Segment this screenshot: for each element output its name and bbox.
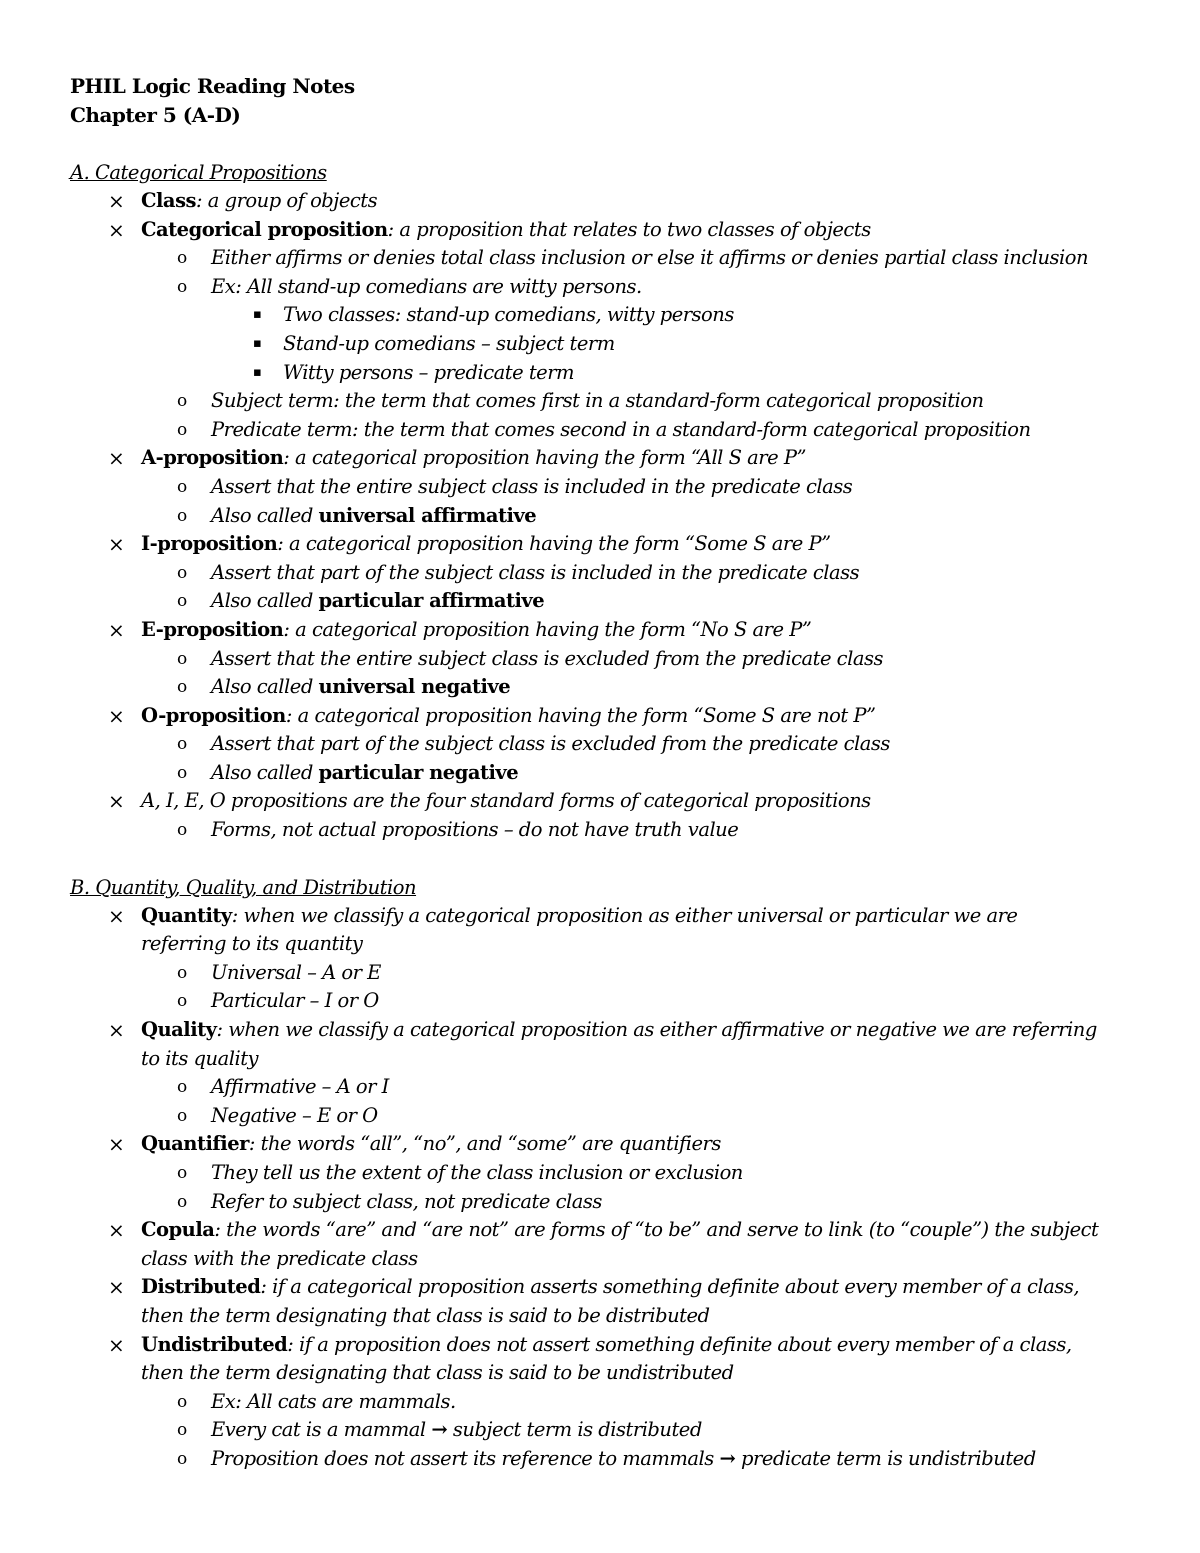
list-item — [70, 244, 1130, 273]
section-spacer — [70, 130, 1130, 158]
term-definition: when we classify a categorical proposition as either universal or particular we are — [237, 903, 1018, 927]
list-item — [70, 645, 1130, 674]
defined-term: A-proposition — [141, 446, 284, 470]
x-mark-bullet-icon: × — [108, 1218, 125, 1243]
x-mark-bullet-icon: × — [108, 532, 125, 557]
bold-term: particular affirmative — [318, 589, 545, 613]
x-mark-bullet-icon: × — [108, 217, 125, 242]
list-item — [70, 502, 1130, 531]
list-item — [70, 273, 1130, 302]
list-item — [70, 616, 1130, 645]
item-text-wrapped-line: referring to its quantity — [141, 932, 363, 956]
defined-term: Copula — [141, 1218, 215, 1242]
right-arrow-icon: → — [719, 1446, 736, 1470]
term-definition: if a categorical proposition asserts something definite about every member of a class, — [266, 1275, 1080, 1299]
term-definition: if a proposition does not assert something definite about every member of a class, — [293, 1332, 1072, 1356]
item-text: Assert that the entire subject class is included in the predicate class — [211, 474, 853, 498]
list-item — [70, 730, 1130, 759]
item-text: Predicate term: the term that comes second in a standard-form categorical proposition — [211, 417, 1031, 441]
item-text: Subject term: the term that comes first in a standard-form categorical proposition — [211, 389, 984, 413]
item-text: Either affirms or denies total class inclusion or else it affirms or denies partial class inclusion — [211, 246, 1089, 270]
bold-term: particular negative — [318, 760, 519, 784]
term-separator: : — [214, 1218, 221, 1242]
circle-bullet-icon: o — [177, 677, 187, 698]
item-text-continued: predicate term is undistributed — [735, 1446, 1036, 1470]
list-item — [70, 1188, 1130, 1217]
list-item — [70, 1273, 1130, 1330]
list-item — [70, 1016, 1130, 1073]
defined-term: Quantifier — [141, 1132, 249, 1156]
circle-bullet-icon: o — [177, 476, 187, 497]
x-mark-bullet-icon: × — [108, 1018, 125, 1043]
defined-term: Quality — [141, 1018, 217, 1042]
item-text: Affirmative – A or I — [211, 1075, 389, 1099]
item-text: Every cat is a mammal — [211, 1418, 432, 1442]
right-arrow-icon: → — [431, 1418, 448, 1442]
list-item — [70, 587, 1130, 616]
term-separator: : — [277, 532, 284, 556]
circle-bullet-icon: o — [177, 648, 187, 669]
term-separator: : — [387, 217, 394, 241]
item-text: Assert that part of the subject class is included in the predicate class — [211, 560, 860, 584]
list-item — [70, 330, 1130, 359]
term-definition: a categorical proposition having the form “No S are P” — [289, 617, 812, 641]
list-item — [70, 1388, 1130, 1417]
circle-bullet-icon: o — [177, 1077, 187, 1098]
list-item — [70, 473, 1130, 502]
term-definition: a categorical proposition having the form “Some S are not P” — [291, 703, 876, 727]
circle-bullet-icon: o — [177, 562, 187, 583]
term-definition: when we classify a categorical proposition as either affirmative or negative we are referring — [222, 1018, 1097, 1042]
x-mark-bullet-icon: × — [108, 446, 125, 471]
term-separator: : — [287, 1332, 294, 1356]
x-mark-bullet-icon: × — [108, 903, 125, 928]
item-text: Assert that part of the subject class is excluded from the predicate class — [211, 732, 890, 756]
circle-bullet-icon: o — [177, 962, 187, 983]
x-mark-bullet-icon: × — [108, 703, 125, 728]
document-title: PHIL Logic Reading Notes — [70, 74, 355, 98]
circle-bullet-icon: o — [177, 391, 187, 412]
list-item — [70, 187, 1130, 216]
list-item — [70, 1216, 1130, 1273]
circle-bullet-icon: o — [177, 1448, 187, 1469]
circle-bullet-icon: o — [177, 1163, 187, 1183]
circle-bullet-icon: o — [177, 1191, 187, 1212]
section-spacer — [70, 845, 1130, 873]
list-item — [70, 987, 1130, 1016]
item-text: Two classes: stand-up comedians, witty persons — [283, 303, 734, 327]
item-text: Ex: All stand-up comedians are witty persons. — [211, 274, 642, 298]
term-separator: : — [260, 1275, 267, 1299]
term-definition: the words “all”, “no”, and “some” are quantifiers — [254, 1132, 721, 1156]
list-item — [70, 673, 1130, 702]
square-bullet-icon: ▪ — [253, 335, 262, 351]
x-mark-bullet-icon: × — [108, 1275, 125, 1300]
defined-term: Class — [141, 189, 197, 212]
list-item — [70, 787, 1130, 816]
term-definition: the words “are” and “are not” are forms of “to be” and serve to link (to “couple”) the subject — [220, 1218, 1099, 1242]
circle-bullet-icon: o — [177, 991, 187, 1012]
list-item — [70, 444, 1130, 473]
circle-bullet-icon: o — [177, 734, 187, 755]
term-separator: : — [216, 1018, 223, 1042]
item-text: Witty persons – predicate term — [283, 360, 575, 384]
item-text-wrapped-line: class with the predicate class — [141, 1246, 418, 1270]
list-item — [70, 702, 1130, 731]
list-item — [70, 1102, 1130, 1131]
notes-body — [70, 130, 1130, 1474]
defined-term: E-proposition — [141, 617, 284, 641]
list-item — [70, 559, 1130, 588]
item-text: Ex: All cats are mammals. — [211, 1389, 456, 1413]
list-item — [70, 530, 1130, 559]
circle-bullet-icon: o — [177, 276, 187, 297]
item-text: Refer to subject class, not predicate class — [211, 1189, 602, 1213]
item-text-continued: subject term is distributed — [447, 1418, 702, 1442]
item-text: Proposition does not assert its reference to mammals — [211, 1446, 720, 1470]
item-text: A, I, E, O propositions are the four standard forms of categorical propositions — [141, 789, 871, 813]
x-mark-bullet-icon: × — [108, 1132, 125, 1157]
term-separator: : — [248, 1132, 255, 1156]
item-text: Assert that the entire subject class is excluded from the predicate class — [211, 646, 883, 670]
circle-bullet-icon: o — [177, 1105, 187, 1126]
circle-bullet-icon: o — [177, 248, 187, 269]
term-separator: : — [231, 903, 238, 927]
circle-bullet-icon: o — [177, 1420, 187, 1441]
list-item — [70, 959, 1130, 988]
bold-term: universal negative — [318, 675, 511, 699]
defined-term: Quantity — [141, 903, 232, 927]
item-text: Particular – I or O — [211, 989, 379, 1013]
section-heading: A. Categorical Propositions — [70, 161, 327, 184]
defined-term: Undistributed — [141, 1332, 288, 1356]
term-definition: a categorical proposition having the form “Some S are P” — [283, 532, 831, 556]
item-text: Also called — [211, 589, 319, 613]
defined-term: O-proposition — [141, 703, 286, 727]
item-text: Negative – E or O — [211, 1103, 378, 1127]
list-item — [70, 1331, 1130, 1388]
item-text: Stand-up comedians – subject term — [283, 331, 615, 355]
defined-term: Categorical proposition — [141, 217, 388, 241]
list-item — [70, 816, 1130, 845]
defined-term: Distributed — [141, 1275, 261, 1299]
chapter-subtitle: Chapter 5 (A-D) — [70, 103, 241, 127]
item-text: Also called — [211, 675, 319, 699]
list-item — [70, 359, 1130, 388]
list-item — [70, 301, 1130, 330]
list-item — [70, 1416, 1130, 1445]
list-item — [70, 387, 1130, 416]
bold-term: universal affirmative — [318, 503, 537, 527]
term-separator: : — [283, 617, 290, 641]
list-item — [70, 1130, 1130, 1159]
list-item — [70, 1073, 1130, 1102]
item-text: Forms, not actual propositions – do not have truth value — [211, 818, 739, 842]
square-bullet-icon: ▪ — [253, 307, 262, 323]
circle-bullet-icon: o — [177, 419, 187, 440]
list-item — [70, 902, 1130, 959]
circle-bullet-icon: o — [177, 1391, 187, 1412]
list-item — [70, 416, 1130, 445]
defined-term: I-proposition — [141, 532, 278, 556]
x-mark-bullet-icon: × — [108, 189, 125, 213]
circle-bullet-icon: o — [177, 762, 187, 783]
circle-bullet-icon: o — [177, 505, 187, 526]
term-definition: a categorical proposition having the form “All S are P” — [289, 446, 806, 470]
list-item — [70, 216, 1130, 245]
term-definition: a group of objects — [202, 189, 378, 212]
term-definition: a proposition that relates to two classes of objects — [393, 217, 871, 241]
item-text: They tell us the extent of the class inclusion or exclusion — [211, 1161, 743, 1184]
term-separator: : — [196, 189, 203, 212]
item-text-wrapped-line: to its quality — [141, 1046, 259, 1070]
item-text: Also called — [211, 503, 319, 527]
x-mark-bullet-icon: × — [108, 789, 125, 814]
section-heading: B. Quantity, Quality, and Distribution — [70, 875, 417, 899]
term-separator: : — [283, 446, 290, 470]
list-item — [70, 759, 1130, 788]
item-text-wrapped-line: then the term designating that class is said to be distributed — [141, 1303, 710, 1327]
term-separator: : — [285, 703, 292, 727]
square-bullet-icon: ▪ — [253, 364, 262, 380]
item-text: Also called — [211, 760, 319, 784]
x-mark-bullet-icon: × — [108, 617, 125, 642]
item-text: Universal – A or E — [211, 960, 381, 984]
x-mark-bullet-icon: × — [108, 1332, 125, 1357]
list-item — [70, 1445, 1130, 1474]
list-item — [70, 1159, 1130, 1188]
circle-bullet-icon: o — [177, 820, 187, 841]
circle-bullet-icon: o — [177, 591, 187, 612]
item-text-wrapped-line: then the term designating that class is said to be undistributed — [141, 1361, 734, 1385]
